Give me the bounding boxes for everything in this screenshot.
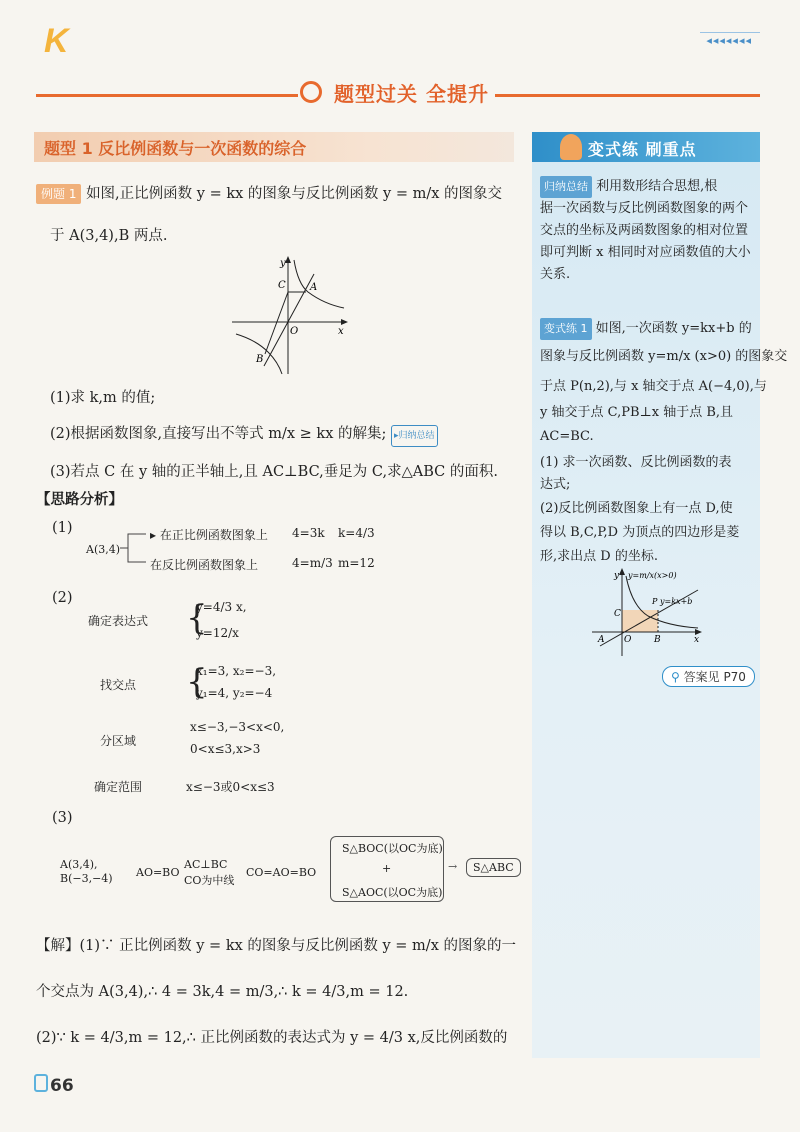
exercise-line-0 — [540, 318, 752, 340]
solution-line-3: (2)∵ k = 4/3,m = 12,∴ 正比例函数的表达式为 y = 4/3 x,反比例函数的 — [36, 1030, 508, 1046]
brace-1: { — [186, 598, 208, 638]
top-rule — [700, 32, 760, 33]
summary-line-3: 即可判断 x 相同时对应函数值的大小 — [540, 245, 751, 260]
exercise-line-2: 于点 P(n,2),与 x 轴交于点 A(−4,0),与 — [540, 379, 767, 394]
g2-f2: y=kx+b — [660, 597, 693, 606]
analysis-part-3-label: (3) — [52, 810, 73, 826]
graph-origin-label: O — [290, 326, 299, 337]
g2-a: A — [598, 635, 605, 645]
step-find-intersections: 找交点 — [100, 678, 137, 692]
graph-y-label: y — [280, 258, 286, 269]
exercise-line-5: (1) 求一次函数、反比例函数的表 — [540, 455, 732, 470]
p3-ac-perp: AC⊥BC — [184, 858, 228, 871]
solution-line-1: 【解】(1)∵ 正比例函数 y = kx 的图象与反比例函数 y = m/x 的图象的一 — [36, 938, 516, 954]
brace-2: { — [186, 662, 208, 702]
example-graph — [228, 254, 352, 380]
exercise-line-1: 图象与反比例函数 y=m/x (x>0) 的图象交 — [540, 349, 788, 364]
example-text-1: 如图,正比例函数 y = kx 的图象与反比例函数 y = m/x 的图象交 — [86, 186, 503, 202]
step-determine-expression: 确定表达式 — [88, 614, 149, 628]
g2-b: B — [654, 635, 661, 645]
p1-r1-text: 在正比例函数图象上 — [159, 528, 268, 542]
g2-f1: y=m/x(x>0) — [628, 571, 677, 580]
analysis-p1-branch — [118, 530, 148, 566]
analysis-p1-res2: m=12 — [338, 556, 375, 570]
arrow-decoration: ◂◂◂◂◂◂◂ — [706, 34, 752, 47]
exercise-badge: 变式练 1 — [540, 318, 592, 340]
page-icon — [34, 1074, 48, 1092]
banner-line-right — [492, 94, 760, 97]
p3-result-box: S△ABC — [466, 858, 521, 877]
question-1: (1)求 k,m 的值; — [50, 390, 156, 406]
banner-line-left — [36, 94, 298, 97]
p3-co-median: CO为中线 — [184, 874, 235, 887]
analysis-p1-eq2: 4=m/3 — [292, 556, 333, 570]
p3-s-boc: S△BOC(以OC为底) — [342, 842, 443, 855]
student-icon — [560, 134, 582, 160]
step-divide-regions: 分区域 — [100, 734, 137, 748]
question-2-text: (2)根据函数图象,直接写出不等式 m/x ≥ kx 的解集; — [50, 426, 387, 442]
step3-b: 0<x≤3,x>3 — [190, 742, 261, 756]
g2-x: x — [694, 635, 700, 645]
side-panel-title: 变式练 刷重点 — [588, 140, 697, 159]
p3-co-eq: CO=AO=BO — [246, 866, 317, 879]
section-bar — [34, 132, 514, 162]
g2-o: O — [624, 635, 632, 645]
p3-points-b: B(−3,−4) — [60, 872, 113, 885]
analysis-title: 【思路分析】 — [36, 491, 123, 508]
g2-c: C — [614, 609, 621, 619]
analysis-p1-row2: 在反比例函数图象上 — [150, 558, 259, 572]
banner-title: 题型过关 全提升 — [328, 78, 495, 107]
graph-x-label: x — [338, 326, 344, 337]
graph-point-b: B — [256, 354, 264, 365]
g2-p: P — [652, 597, 658, 606]
p3-points-a: A(3,4), — [60, 858, 98, 871]
exercise-graph — [588, 566, 704, 658]
step4-result: x≤−3或0<x≤3 — [186, 780, 275, 794]
analysis-point-a: A(3,4) — [86, 543, 121, 556]
summary-line-1: 据一次函数与反比例函数图象的两个 — [540, 201, 749, 216]
step-determine-range: 确定范围 — [94, 780, 143, 794]
summary-tag: ▸归纳总结 — [391, 425, 438, 447]
example-line-1 — [36, 184, 502, 204]
g2-y: y — [614, 571, 620, 581]
summary-line-0 — [540, 176, 717, 198]
exercise-line-9: 形,求出点 D 的坐标. — [540, 549, 658, 564]
step2-eq-a: x₁=3, x₂=−3, — [196, 664, 277, 678]
solution-line-2: 个交点为 A(3,4),∴ 4 = 3k,4 = m/3,∴ k = 4/3,m = 12. — [36, 984, 409, 1000]
analysis-p1-row1: ▸ 在正比例函数图象上 — [150, 528, 268, 542]
exercise-line-4: AC=BC. — [540, 429, 594, 444]
question-2 — [50, 424, 438, 447]
p3-plus: + — [382, 862, 392, 875]
exercise-line-7: (2)反比例函数图象上有一点 D,使 — [540, 501, 733, 516]
example-badge: 例题 1 — [36, 184, 81, 204]
logo: K — [44, 22, 69, 60]
summary-line-4: 关系. — [540, 267, 571, 282]
step1-eq-a: y=4/3 x, — [196, 600, 247, 614]
step1-eq-b: y=12/x — [196, 626, 239, 640]
analysis-p1-eq1: 4=3k — [292, 526, 325, 540]
exercise-line-3: y 轴交于点 C,PB⊥x 轴于点 B,且 — [540, 405, 734, 420]
pin-icon: ⚲ — [671, 670, 680, 684]
analysis-p1-res1: k=4/3 — [338, 526, 375, 540]
question-3: (3)若点 C 在 y 轴的正半轴上,且 AC⊥BC,垂足为 C,求△ABC 的面积. — [50, 464, 498, 480]
example-line-2: 于 A(3,4),B 两点. — [50, 228, 168, 244]
step2-eq-b: y₁=4, y₂=−4 — [196, 686, 273, 700]
page-number: 66 — [50, 1076, 74, 1096]
analysis-part-2-label: (2) — [52, 590, 73, 606]
p3-ao-bo: AO=BO — [136, 866, 180, 879]
step3-a: x≤−3,−3<x<0, — [190, 720, 285, 734]
answer-text: 答案见 P70 — [683, 670, 746, 684]
exercise-line-8: 得以 B,C,P,D 为顶点的四边形是菱 — [540, 525, 740, 540]
section-title: 题型 1 反比例函数与一次函数的综合 — [44, 139, 307, 158]
summary-badge: 归纳总结 — [540, 176, 592, 198]
summary-text-0: 利用数形结合思想,根 — [596, 179, 718, 194]
graph-point-a: A — [310, 282, 318, 293]
arrow-icon: → — [448, 860, 458, 873]
exercise-line-6: 达式; — [540, 477, 571, 492]
summary-line-2: 交点的坐标及两函数图象的相对位置 — [540, 223, 749, 238]
exercise-text-0: 如图,一次函数 y=kx+b 的 — [595, 321, 752, 336]
target-icon — [300, 81, 322, 103]
graph-point-c: C — [278, 280, 286, 291]
p3-s-aoc: S△AOC(以OC为底) — [342, 886, 443, 899]
answer-reference-button[interactable] — [662, 666, 755, 687]
analysis-part-1-label: (1) — [52, 520, 73, 536]
